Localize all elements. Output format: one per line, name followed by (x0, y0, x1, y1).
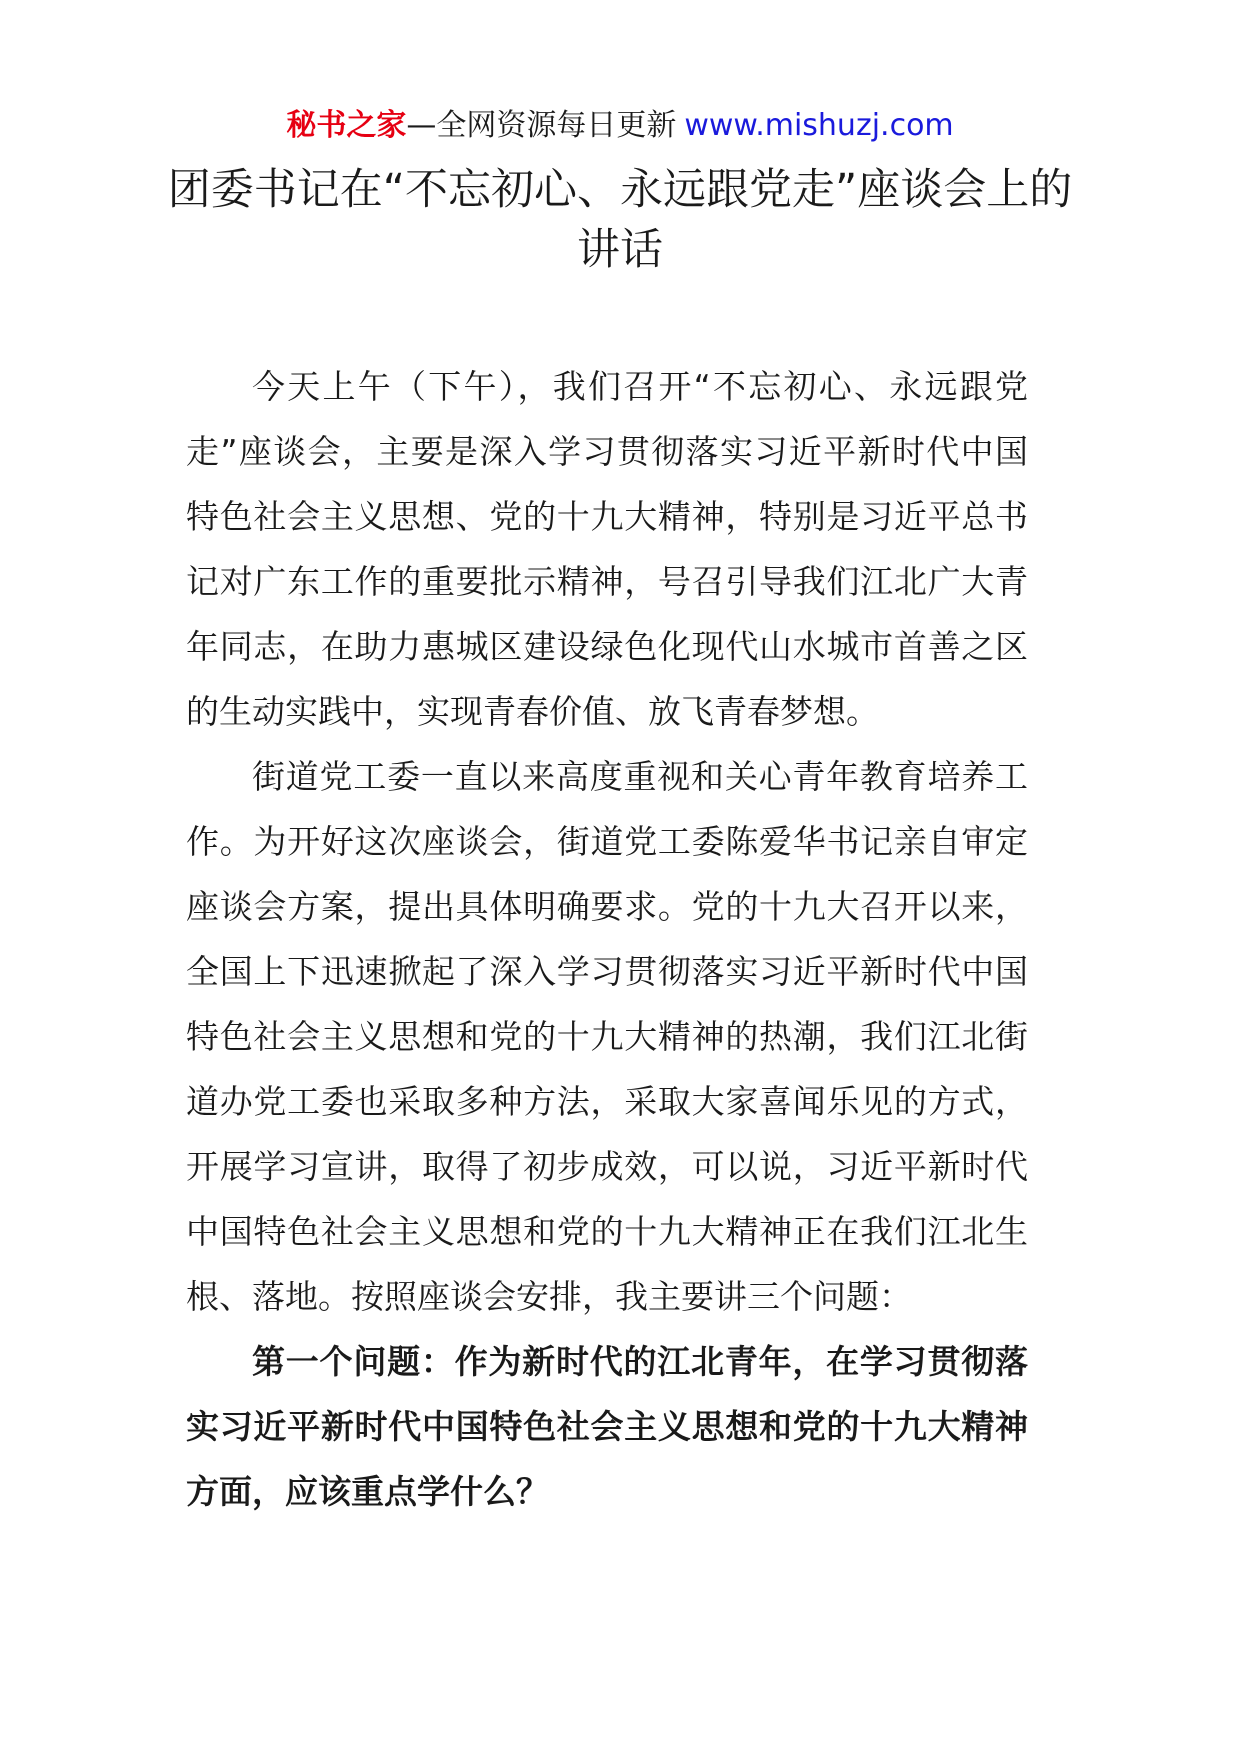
site-header (0, 104, 1240, 148)
paragraph-background: 街道党工委一直以来高度重视和关心青年教育培养工作。为开好这次座谈会，街道党工委陈爱华书记亲自审定座谈会方案，提出具体明确要求。党的十九大召开以来，全国上下迅速掀起了深入学习贯彻落实习近平新时代中国特色社会主义思想和党的十九大精神的热潮，我们江北街道办党工委也采取多种方法，采取大家喜闻乐见的方式，开展学习宣讲，取得了初步成效，可以说，习近平新时代中国特色社会主义思想和党的十九大精神正在我们江北生根、落地。按照座谈会安排，我主要讲三个问题： (186, 757, 1028, 1316)
section-heading-question-one: 第一个问题：作为新时代的江北青年，在学习贯彻落实习近平新时代中国特色社会主义思想和党的十九大精神方面，应该重点学什么？ (186, 1342, 1028, 1511)
document-body (186, 354, 1028, 1524)
paragraph-intro: 今天上午（下午），我们召开“不忘初心、永远跟党走”座谈会，主要是深入学习贯彻落实习近平新时代中国特色社会主义思想、党的十九大精神，特别是习近平总书记对广东工作的重要批示精神，号召引导我们江北广大青年同志，在助力惠城区建设绿色化现代山水城市首善之区的生动实践中，实现青春价值、放飞青春梦想。 (186, 367, 1028, 731)
site-url-link[interactable]: www.mishuzj.com (684, 108, 954, 143)
brand-name: 秘书之家 (286, 108, 407, 143)
document-title: 团委书记在“不忘初心、永远跟党走”座谈会上的讲话 (167, 165, 1073, 275)
header-tagline: —全网资源每日更新 (406, 108, 677, 143)
